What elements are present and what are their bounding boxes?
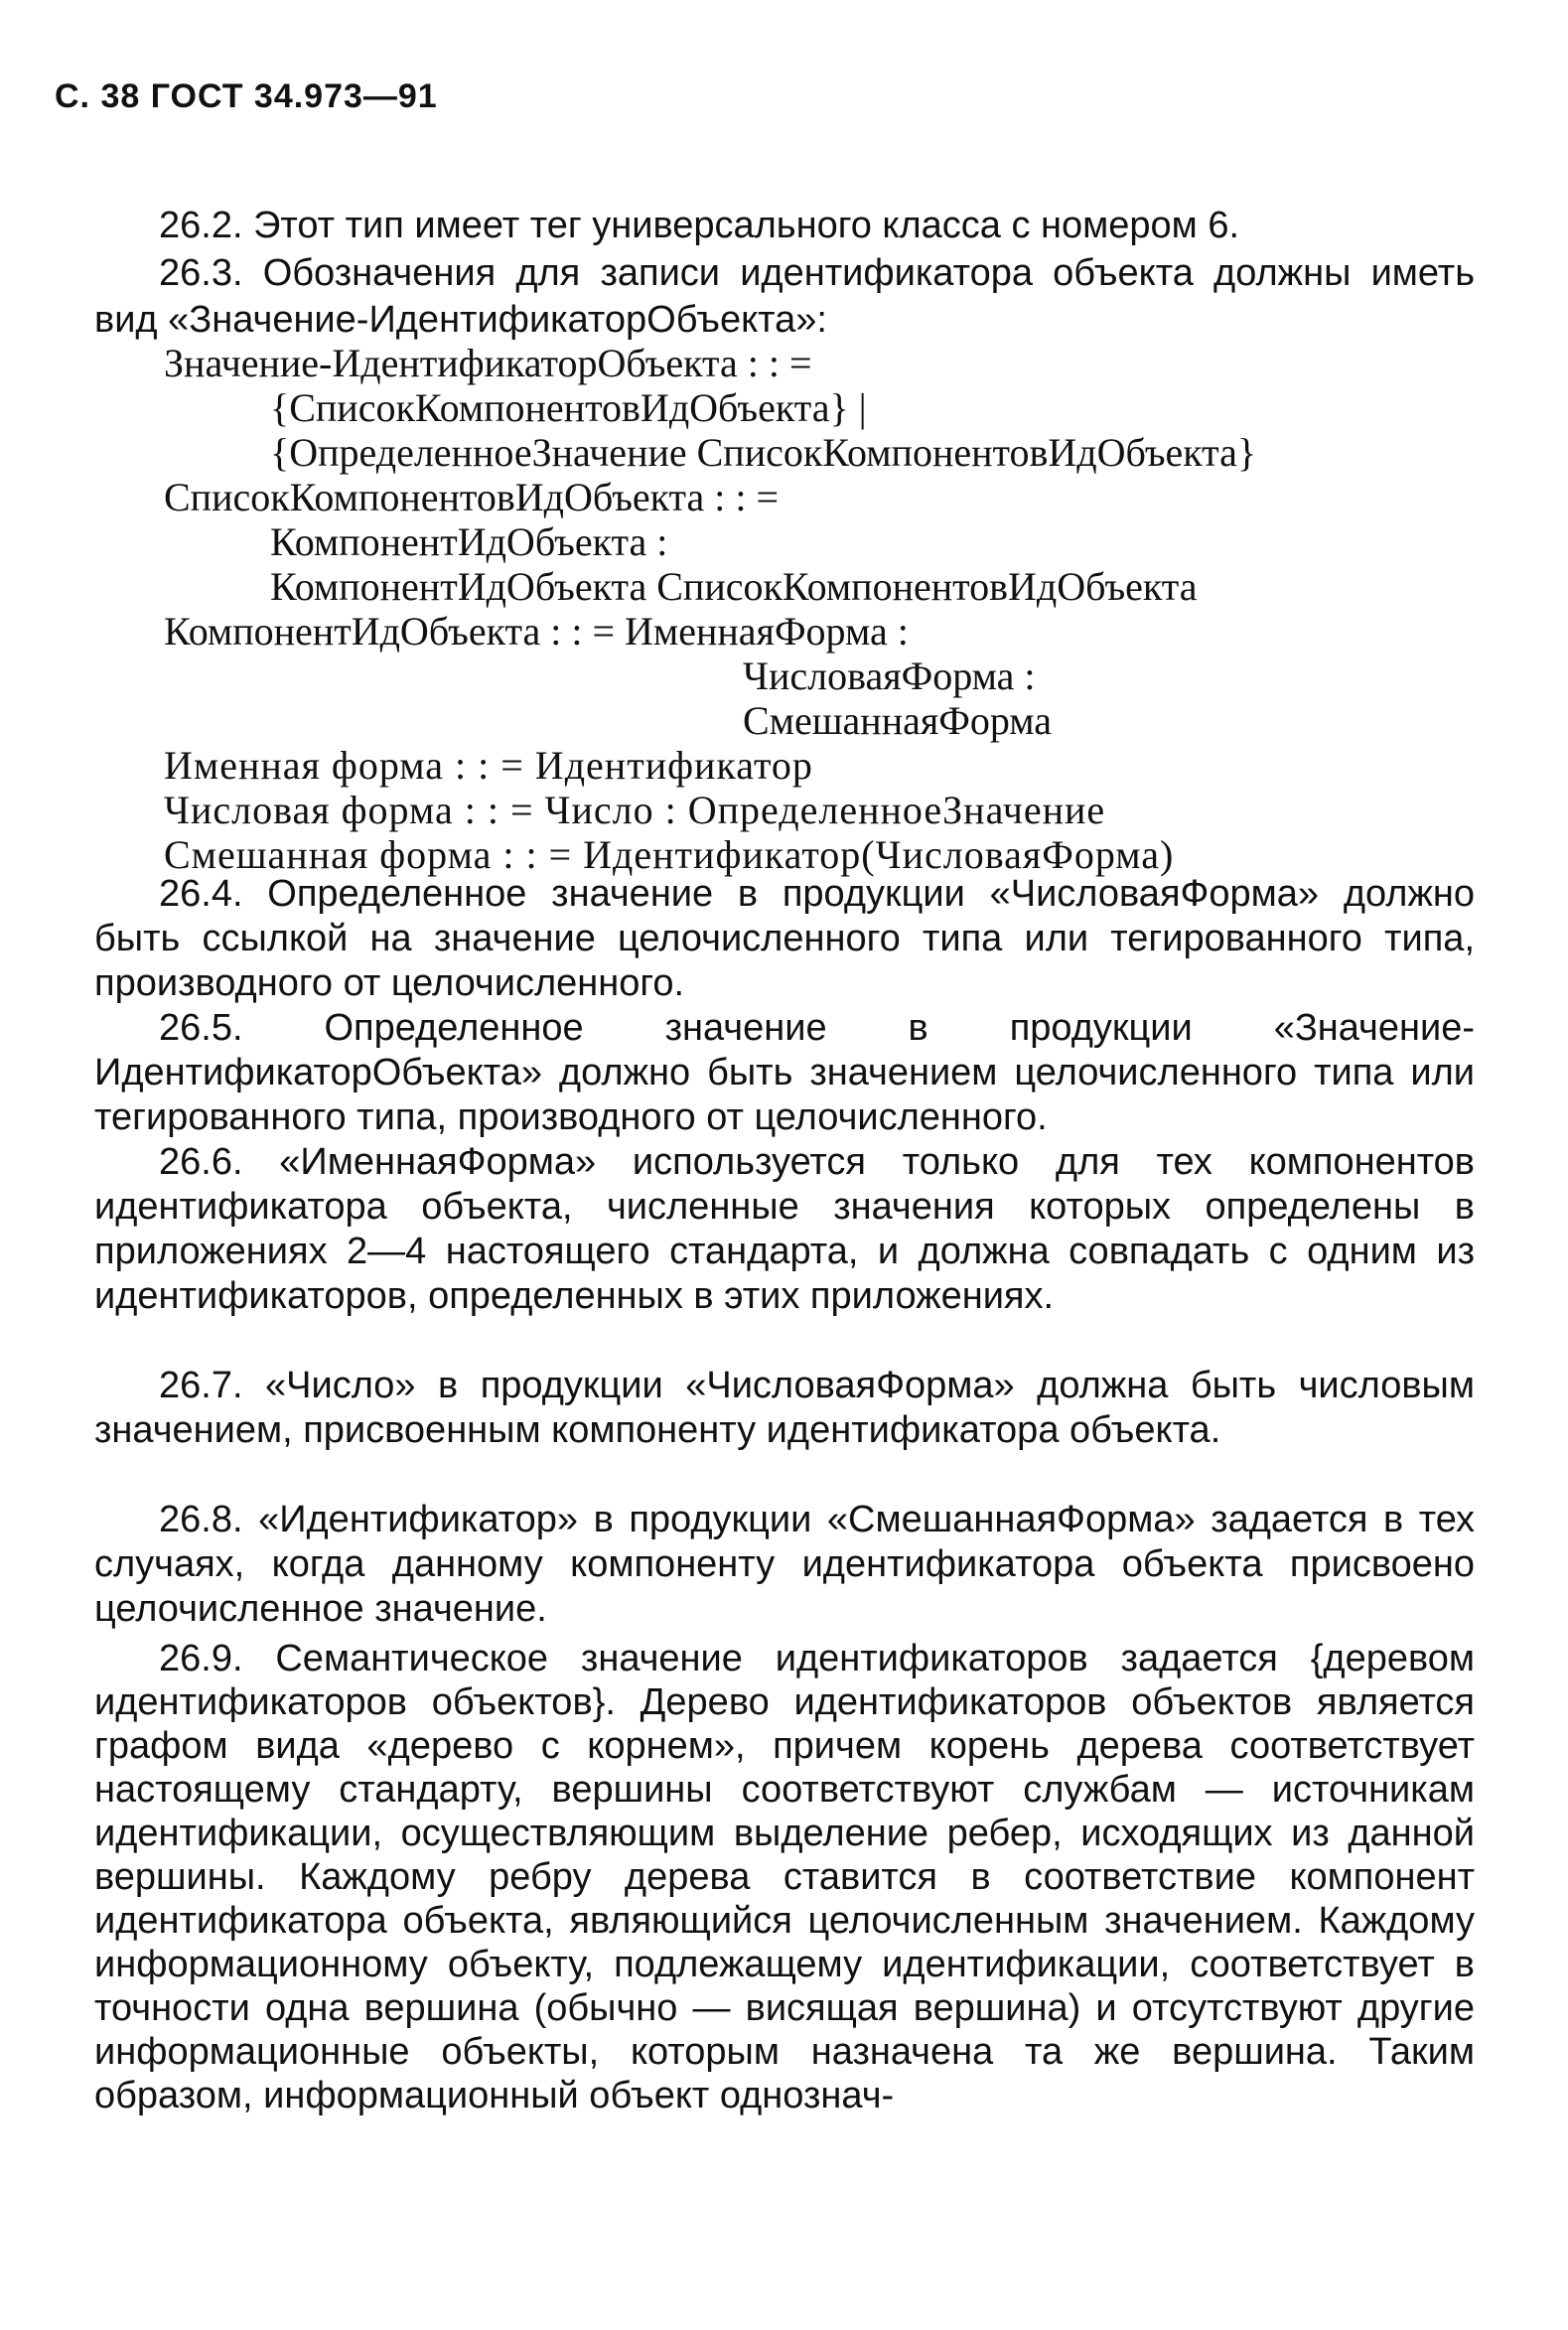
paragraph-26-7: 26.7. «Число» в продукции «ЧисловаяФорма» должна быть числовым значением, присвоенным компоненту идентификатора объекта. xyxy=(94,1365,1475,1451)
paragraph-26-8: 26.8. «Идентификатор» в продукции «СмешаннаяФорма» задается в тех случаях, когда данному компоненту идентификатора объекта присвоено целочисленное значение. xyxy=(94,1499,1475,1630)
paragraph-26-3: 26.3. Обозначения для записи идентификатора объекта должны иметь вид «Значение-ИдентификаторОбъекта»: xyxy=(94,252,1475,341)
paragraph-26-2: 26.2. Этот тип имеет тег универсального класса с номером 6. xyxy=(159,205,1240,246)
grammar-line-7: КомпонентИдОбъекта : : = ИменнаяФорма : xyxy=(164,609,909,654)
grammar-line-3: {ОпределенноеЗначение СписокКомпонентовИдОбъекта} xyxy=(270,430,1257,475)
paragraph-26-6: 26.6. «ИменнаяФорма» используется только для тех компонентов идентификатора объекта, численные значения которых определены в приложениях 2—4 настоящего стандарта, и должна совпадать с одним из идентификаторов, определенных в этих приложениях. xyxy=(94,1141,1475,1317)
grammar-line-6: КомпонентИдОбъекта СписокКомпонентовИдОбъекта xyxy=(270,564,1198,609)
paragraph-26-5: 26.5. Определенное значение в продукции «Значение-ИдентификаторОбъекта» должно быть значением целочисленного типа или тегированного типа, производного от целочисленного. xyxy=(94,1007,1475,1138)
grammar-line-2: {СписокКомпонентовИдОбъекта} | xyxy=(270,385,867,430)
grammar-line-5: КомпонентИдОбъекта : xyxy=(270,519,668,564)
grammar-line-11: Числовая форма : : = Число : ОпределенноеЗначение xyxy=(164,788,1106,832)
page-header: С. 38 ГОСТ 34.973—91 xyxy=(55,77,438,115)
paragraph-26-4: 26.4. Определенное значение в продукции «ЧисловаяФорма» должно быть ссылкой на значение целочисленного типа или тегированного типа, производного от целочисленного. xyxy=(94,873,1475,1004)
grammar-line-4: СписокКомпонентовИдОбъекта : : = xyxy=(164,475,780,519)
grammar-line-12: Смешанная форма : : = Идентификатор(ЧисловаяФорма) xyxy=(164,832,1175,877)
grammar-line-8: ЧисловаяФорма : xyxy=(743,654,1036,698)
grammar-line-9: СмешаннаяФорма xyxy=(743,698,1053,743)
grammar-line-1: Значение-ИдентификаторОбъекта : : = xyxy=(164,341,812,385)
grammar-line-10: Именная форма : : = Идентификатор xyxy=(164,743,813,788)
paragraph-26-9: 26.9. Семантическое значение идентификаторов задается {деревом идентификаторов объектов}. Дерево идентификаторов объектов является графом вида «дерево с корнем», причем корень дерева соответствует настоящему стандарту, вершины соответствуют службам — источникам идентификации, осуществляющим выделение ребер, исходящих из данной вершины. Каждому ребру дерева ставится в соответствие компонент идентификатора объекта, являющийся целочисленным значением. Каждому информационному объекту, подлежащему идентификации, соответствует в точности одна вершина (обычно — висящая вершина) и отсутствуют другие информационные объекты, которым назначена та же вершина. Таким образом, информационный объект однознач- xyxy=(94,1638,1475,2116)
